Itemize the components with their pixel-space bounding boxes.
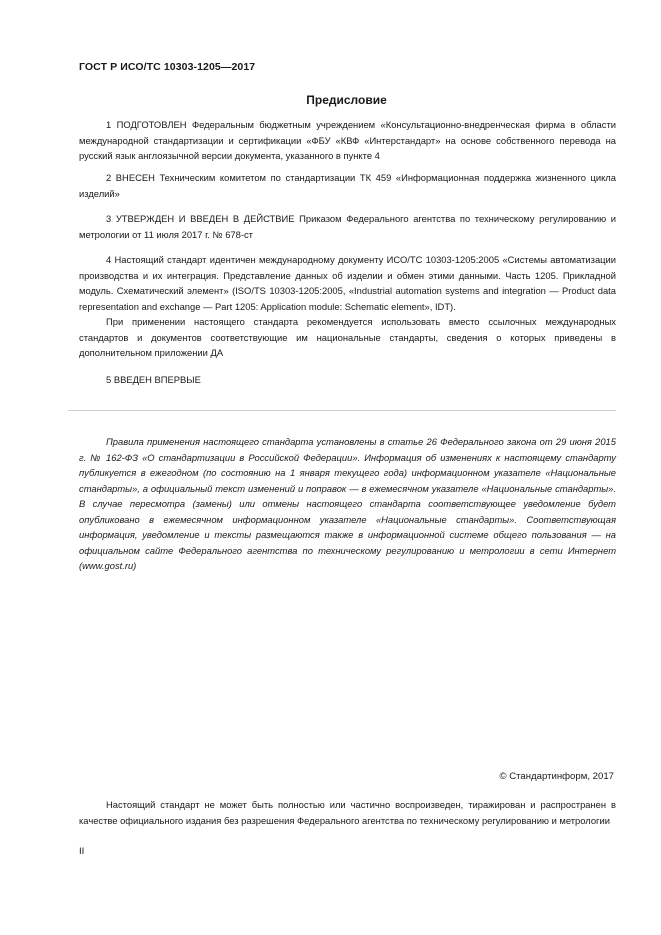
document-header: ГОСТ Р ИСО/ТС 10303-1205—2017: [79, 61, 256, 73]
foreword-item-1: [79, 117, 616, 164]
reproduction-notice-text: Настоящий стандарт не может быть полностью или частично воспроизведен, тиражирован и распространен в качестве официального издания без разрешения Федерального агентства по техническому регулированию и метрологии: [79, 799, 616, 826]
foreword-item-4: [79, 252, 616, 361]
foreword-item-2: [79, 170, 616, 201]
foreword-item-5: [79, 372, 616, 388]
reproduction-notice: [79, 797, 616, 828]
foreword-item-4-note: При применении настоящего стандарта рекомендуется использовать вместо ссылочных международных стандартов и документов соответствующие им национальные стандарты, сведения о которых приведены в дополнительном приложении ДА: [79, 316, 616, 358]
section-divider: [68, 410, 616, 411]
foreword-item-4-text: 4 Настоящий стандарт идентичен международному документу ИСО/ТС 10303-1205:2005 «Системы автоматизации производства и их интеграция. Представление данных об изделии и обмен этими данными. Часть 1205. Прикладной модуль. Схематический элемент» (ISO/TS 10303-1205:2005, «Industrial automation systems and integration — Product data representation and exchange — Part 1205: Application module: Schematic element», IDT).: [79, 254, 616, 312]
foreword-item-3-text: 3 УТВЕРЖДЕН И ВВЕДЕН В ДЕЙСТВИЕ Приказом Федерального агентства по техническому регулированию и метрологии от 11 июля 2017 г. № 678-ст: [79, 213, 616, 240]
foreword-item-1-text: 1 ПОДГОТОВЛЕН Федеральным бюджетным учреждением «Консультационно-внедренческая фирма в области международной стандартизации и сертификации «ФБУ «КВФ «Интерстандарт» на основе собственного перевода на русский язык англоязычной версии документа, указанного в пункте 4: [79, 119, 616, 161]
page-title: Предисловие: [306, 93, 387, 107]
application-rules-text: Правила применения настоящего стандарта установлены в статье 26 Федерального закона от 29 июня 2015 г. № 162-ФЗ «О стандартизации в Российской Федерации». Информация об изменениях к настоящему стандарту публикуется в ежегодном (по состоянию на 1 января текущего года) информационном указателе «Национальные стандарты», а официальный текст изменений и поправок — в ежемесячном указателе «Национальные стандарты». В случае пересмотра (замены) или отмены настоящего стандарта соответствующее уведомление будет опубликовано в ежемесячном информационном указателе «Национальные стандарты». Соответствующая информация, уведомление и тексты размещаются также в информационной системе общего пользования — на официальном сайте Федерального агентства по техническому регулированию и метрологии в сети Интернет (www.gost.ru): [79, 436, 616, 571]
foreword-item-5-text: 5 ВВЕДЕН ВПЕРВЫЕ: [106, 374, 201, 385]
foreword-item-2-text: 2 ВНЕСЕН Техническим комитетом по стандартизации ТК 459 «Информационная поддержка жизненного цикла изделий»: [79, 172, 616, 199]
copyright-line: © Стандартинформ, 2017: [499, 771, 614, 782]
application-rules-note: [79, 434, 616, 574]
foreword-item-3: [79, 211, 616, 242]
page-number: II: [79, 846, 85, 857]
